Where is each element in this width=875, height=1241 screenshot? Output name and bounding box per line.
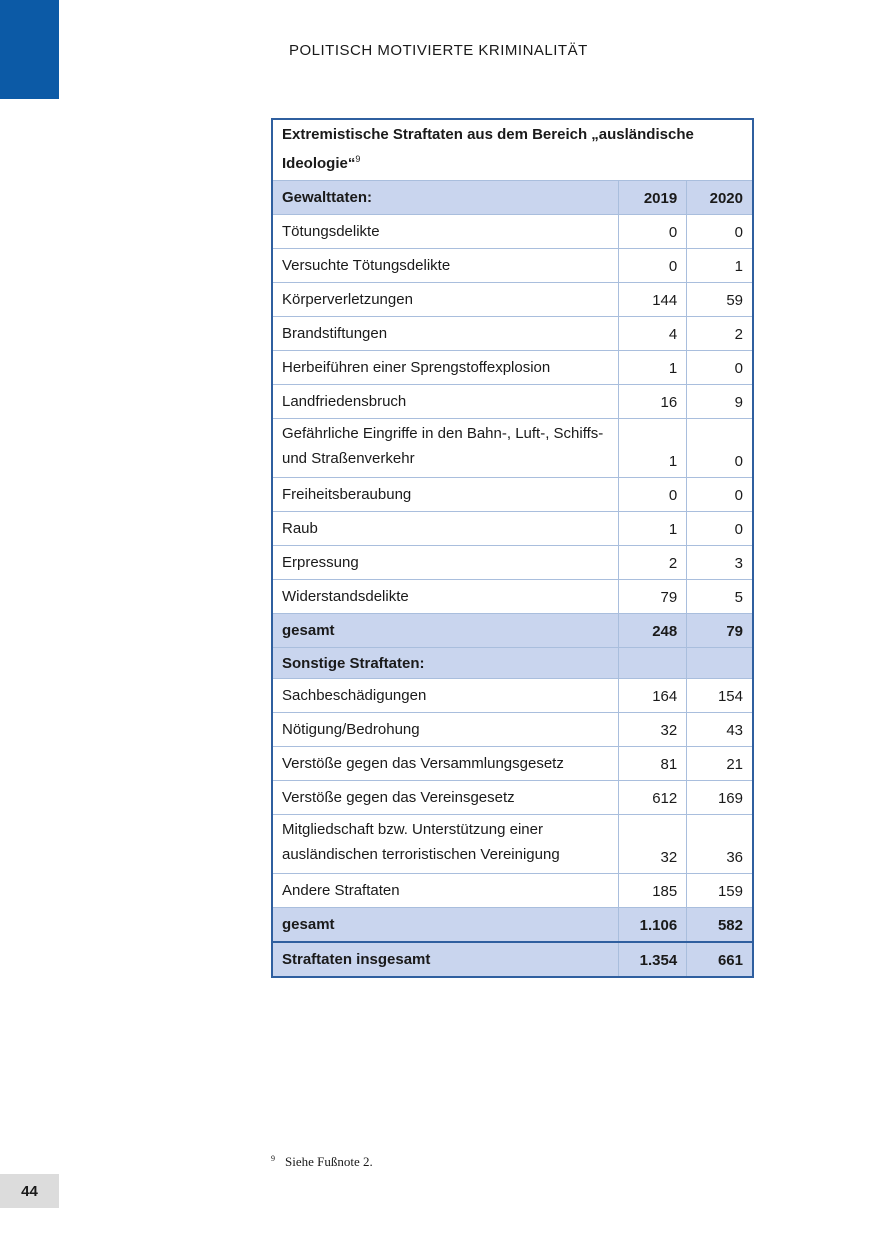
value-2019: 16: [618, 385, 686, 419]
row-label: Herbeiführen einer Sprengstoffexplosion: [272, 351, 618, 385]
value-2020: 0: [687, 351, 753, 385]
value-2020: 0: [687, 419, 753, 478]
value-2020: 59: [687, 283, 753, 317]
value-2019: 0: [618, 249, 686, 283]
value-2020: 3: [687, 546, 753, 580]
footnote-text: Siehe Fußnote 2.: [285, 1154, 373, 1169]
table-row: [272, 713, 753, 747]
row-label: Mitgliedschaft bzw. Unterstützung einer ausländischen terroristischen Vereinigung: [272, 815, 618, 874]
value-2020: 2: [687, 317, 753, 351]
empty-cell: [618, 648, 686, 679]
value-2020: 21: [687, 747, 753, 781]
value-2020: 0: [687, 478, 753, 512]
page-number: 44: [0, 1174, 59, 1208]
value-2019: 32: [618, 815, 686, 874]
row-label: Straftaten insgesamt: [272, 942, 618, 977]
value-2020: 154: [687, 679, 753, 713]
section-label: Sonstige Straftaten:: [272, 648, 618, 679]
value-2019: 0: [618, 478, 686, 512]
value-2020: 0: [687, 215, 753, 249]
value-2020: 159: [687, 874, 753, 908]
row-label: gesamt: [272, 908, 618, 943]
corner-color-block: [0, 0, 59, 99]
row-label: Gefährliche Eingriffe in den Bahn-, Luft-, Schiffs- und Straßenverkehr: [272, 419, 618, 478]
row-label: Widerstandsdelikte: [272, 580, 618, 614]
value-2020: 0: [687, 512, 753, 546]
table-row: [272, 781, 753, 815]
value-2020: 79: [687, 614, 753, 648]
subtotal-row-other: [272, 908, 753, 943]
value-2020: 43: [687, 713, 753, 747]
value-2020: 582: [687, 908, 753, 943]
table-row: [272, 215, 753, 249]
table-row: [272, 249, 753, 283]
row-label: Raub: [272, 512, 618, 546]
value-2020: 9: [687, 385, 753, 419]
value-2019: 185: [618, 874, 686, 908]
value-2019: 0: [618, 215, 686, 249]
value-2019: 81: [618, 747, 686, 781]
table-row: [272, 580, 753, 614]
value-2019: 4: [618, 317, 686, 351]
subtotal-row-violent: [272, 614, 753, 648]
value-2019: 1: [618, 351, 686, 385]
value-2019: 1.354: [618, 942, 686, 977]
value-2019: 2: [618, 546, 686, 580]
value-2019: 32: [618, 713, 686, 747]
column-header-2020: 2020: [687, 181, 753, 215]
table-row: [272, 815, 753, 874]
row-label: Nötigung/Bedrohung: [272, 713, 618, 747]
value-2019: 164: [618, 679, 686, 713]
row-label: Landfriedensbruch: [272, 385, 618, 419]
row-label: Freiheitsberaubung: [272, 478, 618, 512]
value-2019: 79: [618, 580, 686, 614]
table-row: [272, 679, 753, 713]
empty-cell: [687, 648, 753, 679]
value-2019: 248: [618, 614, 686, 648]
value-2020: 661: [687, 942, 753, 977]
row-label: Andere Straftaten: [272, 874, 618, 908]
row-label: Körperverletzungen: [272, 283, 618, 317]
table-row: [272, 385, 753, 419]
section-header-other: [272, 648, 753, 679]
column-header-2019: 2019: [618, 181, 686, 215]
row-label: Sachbeschädigungen: [272, 679, 618, 713]
footnote: [271, 1154, 373, 1170]
section-header-violent: [272, 181, 753, 215]
table-title-footnote-mark: 9: [355, 154, 361, 164]
table-row: [272, 546, 753, 580]
value-2020: 1: [687, 249, 753, 283]
value-2019: 1.106: [618, 908, 686, 943]
section-label: Gewalttaten:: [272, 181, 618, 215]
footnote-mark: 9: [271, 1154, 275, 1163]
row-label: gesamt: [272, 614, 618, 648]
value-2019: 1: [618, 512, 686, 546]
grand-total-row: [272, 942, 753, 977]
table-row: [272, 512, 753, 546]
value-2020: 36: [687, 815, 753, 874]
table-row: [272, 419, 753, 478]
row-label: Verstöße gegen das Vereinsgesetz: [272, 781, 618, 815]
table-row: [272, 317, 753, 351]
value-2019: 612: [618, 781, 686, 815]
table-row: [272, 283, 753, 317]
value-2019: 144: [618, 283, 686, 317]
value-2020: 5: [687, 580, 753, 614]
crime-statistics-table: [271, 118, 754, 978]
table-title-row: [272, 119, 753, 181]
table-title: [272, 119, 753, 181]
row-label: Brandstiftungen: [272, 317, 618, 351]
table-row: [272, 478, 753, 512]
value-2020: 169: [687, 781, 753, 815]
row-label: Tötungsdelikte: [272, 215, 618, 249]
row-label: Versuchte Tötungsdelikte: [272, 249, 618, 283]
table-row: [272, 351, 753, 385]
running-header: POLITISCH MOTIVIERTE KRIMINALITÄT: [289, 42, 588, 59]
value-2019: 1: [618, 419, 686, 478]
table-title-text: Extremistische Straftaten aus dem Bereich „ausländische Ideologie“: [282, 126, 694, 172]
row-label: Verstöße gegen das Versammlungsgesetz: [272, 747, 618, 781]
table-row: [272, 747, 753, 781]
row-label: Erpressung: [272, 546, 618, 580]
table-row: [272, 874, 753, 908]
